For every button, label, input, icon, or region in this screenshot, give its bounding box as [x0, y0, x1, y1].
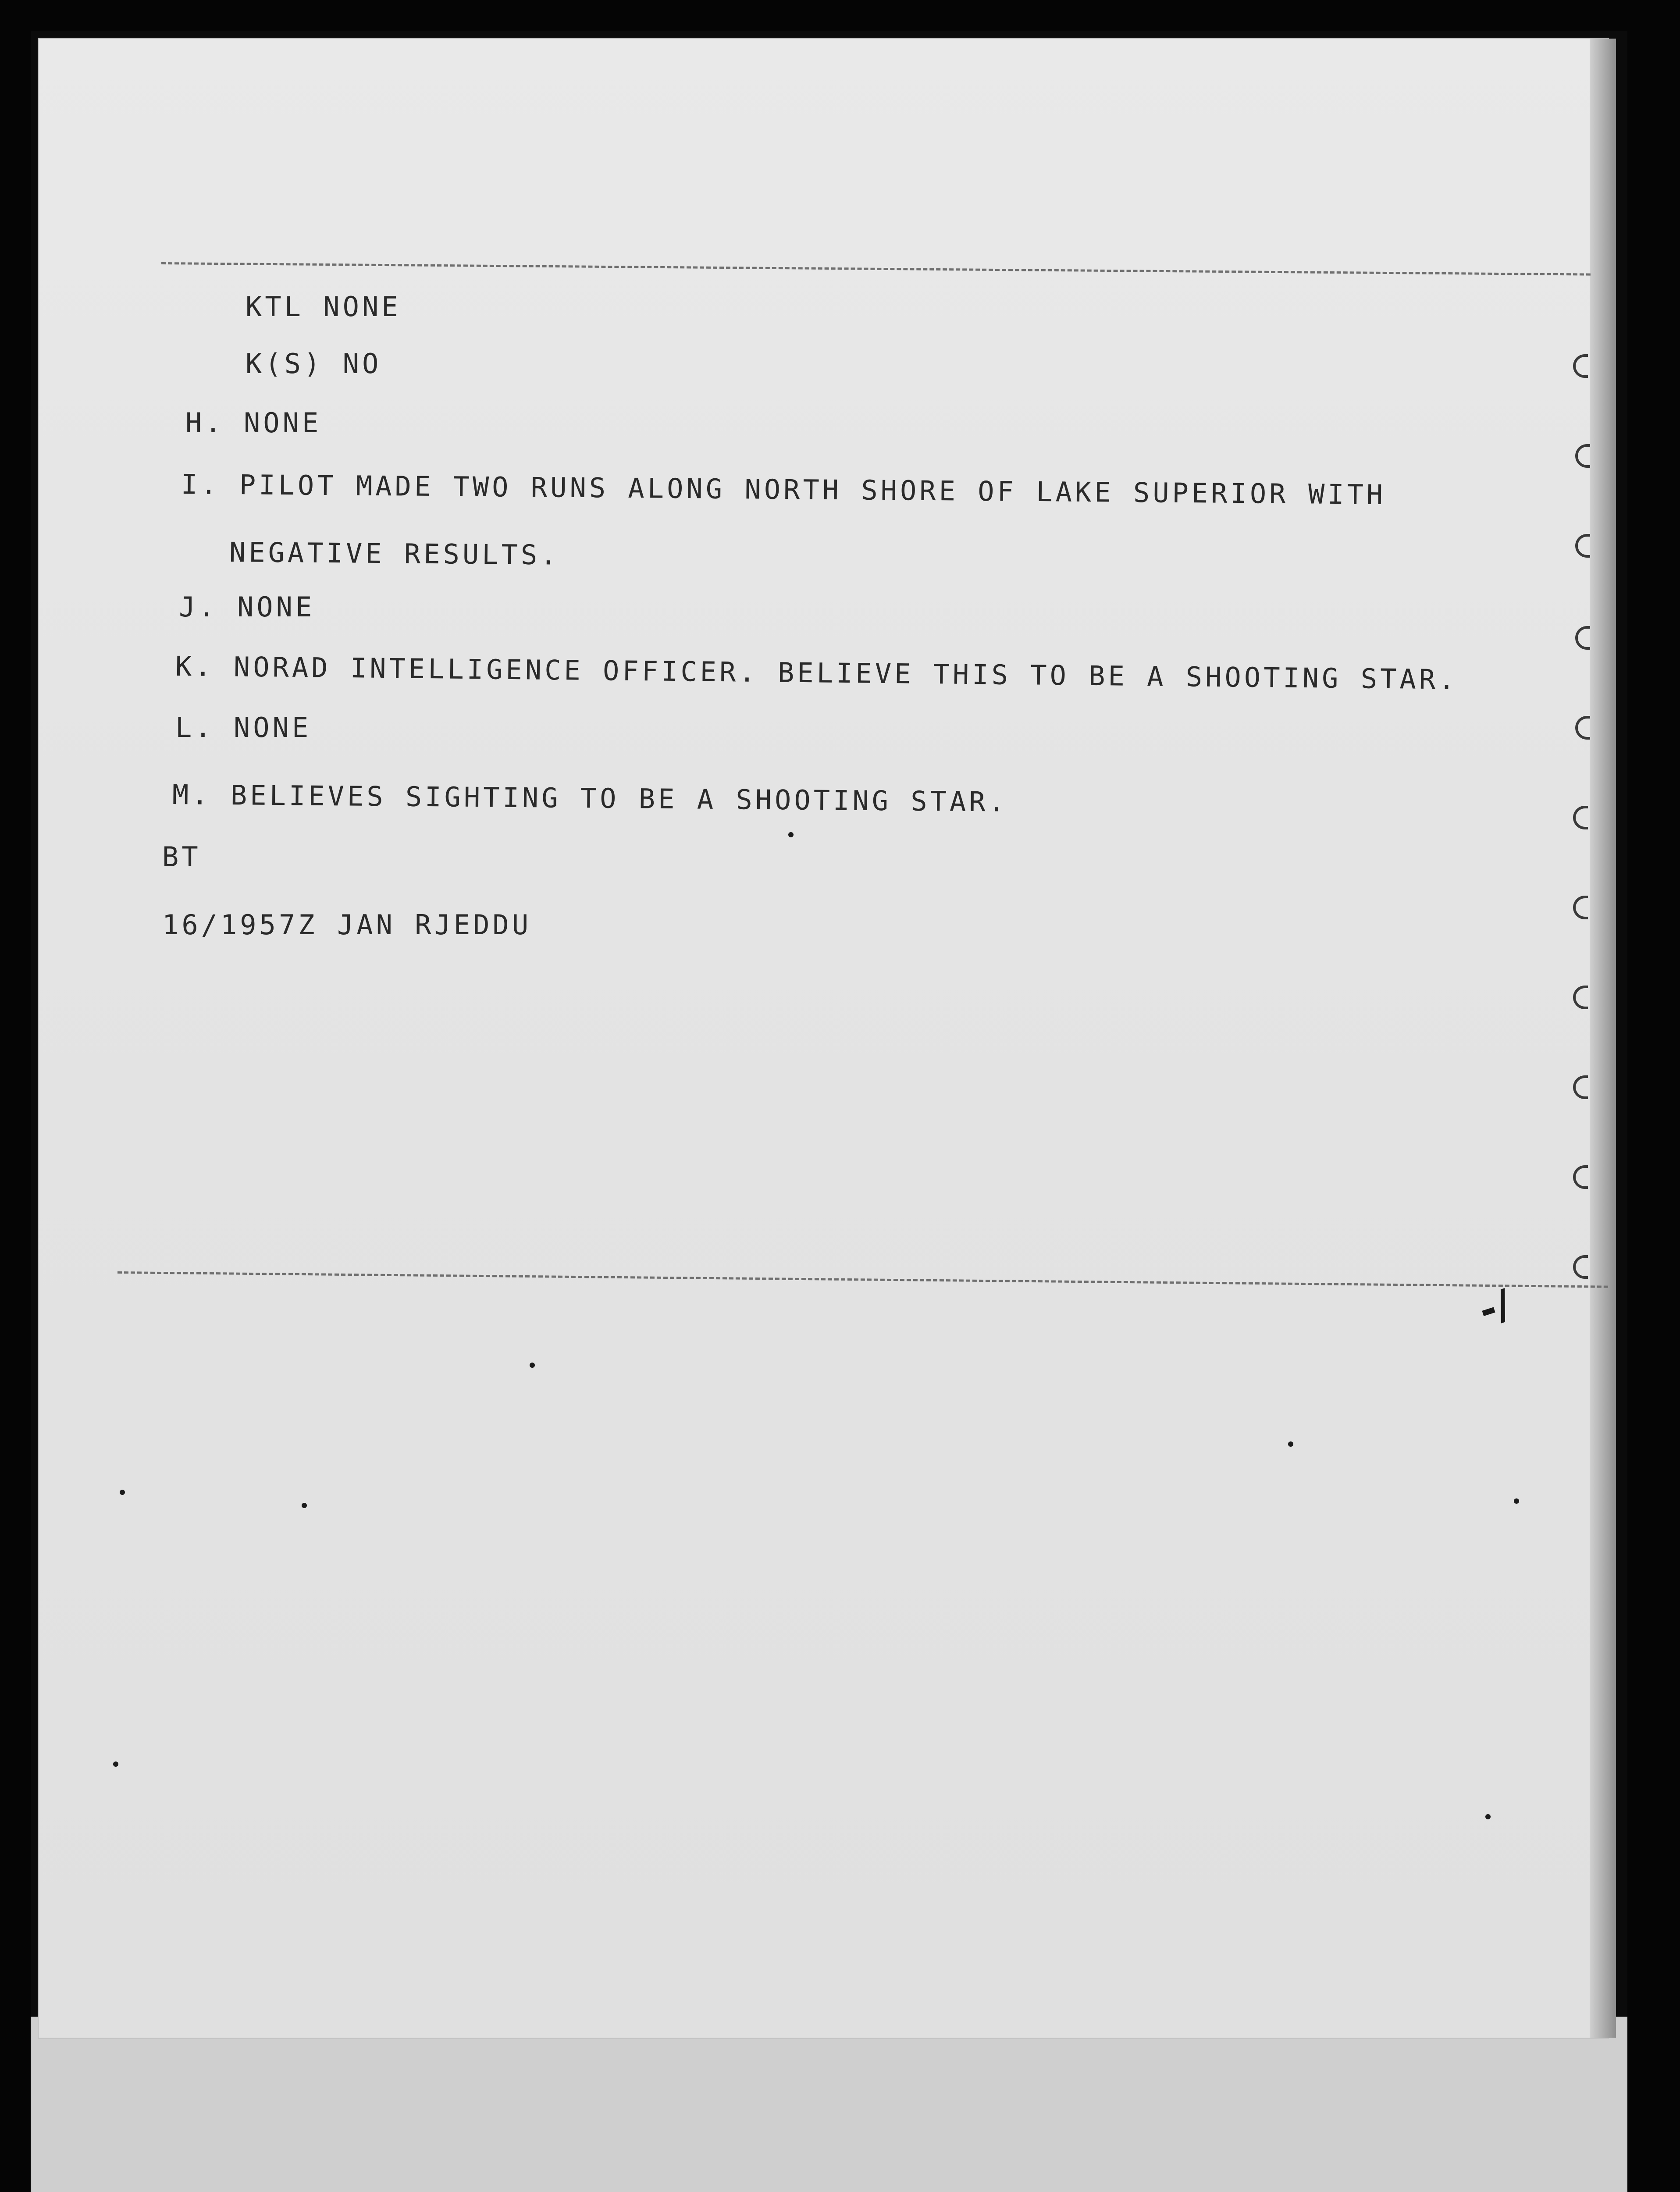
- page-edge-shadow: [1590, 39, 1616, 2038]
- speck: [530, 1363, 535, 1368]
- scan-border-right: [1627, 0, 1680, 2192]
- speck: [1288, 1441, 1293, 1447]
- speck: [113, 1761, 118, 1767]
- scan-border-top: [0, 0, 1680, 31]
- speck: [1485, 1814, 1491, 1819]
- sprocket-hole-icon: [1575, 534, 1590, 558]
- sprocket-hole-icon: [1573, 1255, 1588, 1279]
- sprocket-hole-icon: [1573, 1165, 1588, 1189]
- line-bt: BT: [162, 841, 201, 873]
- line-j: J. NONE: [179, 591, 315, 623]
- underlying-sheet: [31, 2017, 1627, 2192]
- line-h: H. NONE: [185, 407, 322, 439]
- line-i: I. PILOT MADE TWO RUNS ALONG NORTH SHORE OF LAKE SUPERIOR WITH: [181, 468, 1386, 511]
- sprocket-hole-icon: [1575, 716, 1590, 740]
- line-m: M. BELIEVES SIGHTING TO BE A SHOOTING STAR.: [172, 779, 1008, 818]
- sprocket-hole-icon: [1575, 444, 1590, 468]
- sprocket-hole-icon: [1573, 806, 1588, 829]
- sprocket-hole-icon: [1575, 626, 1590, 650]
- scan-border-left: [0, 0, 31, 2192]
- handwritten-page-mark: -/: [1473, 1281, 1517, 1334]
- line-l: L. NONE: [175, 712, 312, 744]
- sprocket-hole-icon: [1573, 896, 1588, 919]
- document-page: [39, 39, 1608, 2038]
- line-k: K. NORAD INTELLIGENCE OFFICER. BELIEVE THIS TO BE A SHOOTING STAR.: [175, 650, 1458, 696]
- message-bottom-rule: [117, 1271, 1608, 1288]
- speck: [302, 1503, 307, 1508]
- line-i-cont: NEGATIVE RESULTS.: [229, 536, 560, 571]
- speck: [1514, 1498, 1519, 1504]
- sprocket-hole-icon: [1573, 986, 1588, 1009]
- line-dtg: 16/1957Z JAN RJEDDU: [162, 909, 532, 941]
- sprocket-hole-icon: [1573, 1075, 1588, 1099]
- line-ks: K(S) NO: [246, 348, 382, 380]
- message-top-rule: [161, 262, 1591, 276]
- speck: [120, 1490, 125, 1495]
- speck: [788, 832, 794, 837]
- line-ktl: KTL NONE: [246, 291, 401, 323]
- sprocket-hole-icon: [1573, 354, 1588, 378]
